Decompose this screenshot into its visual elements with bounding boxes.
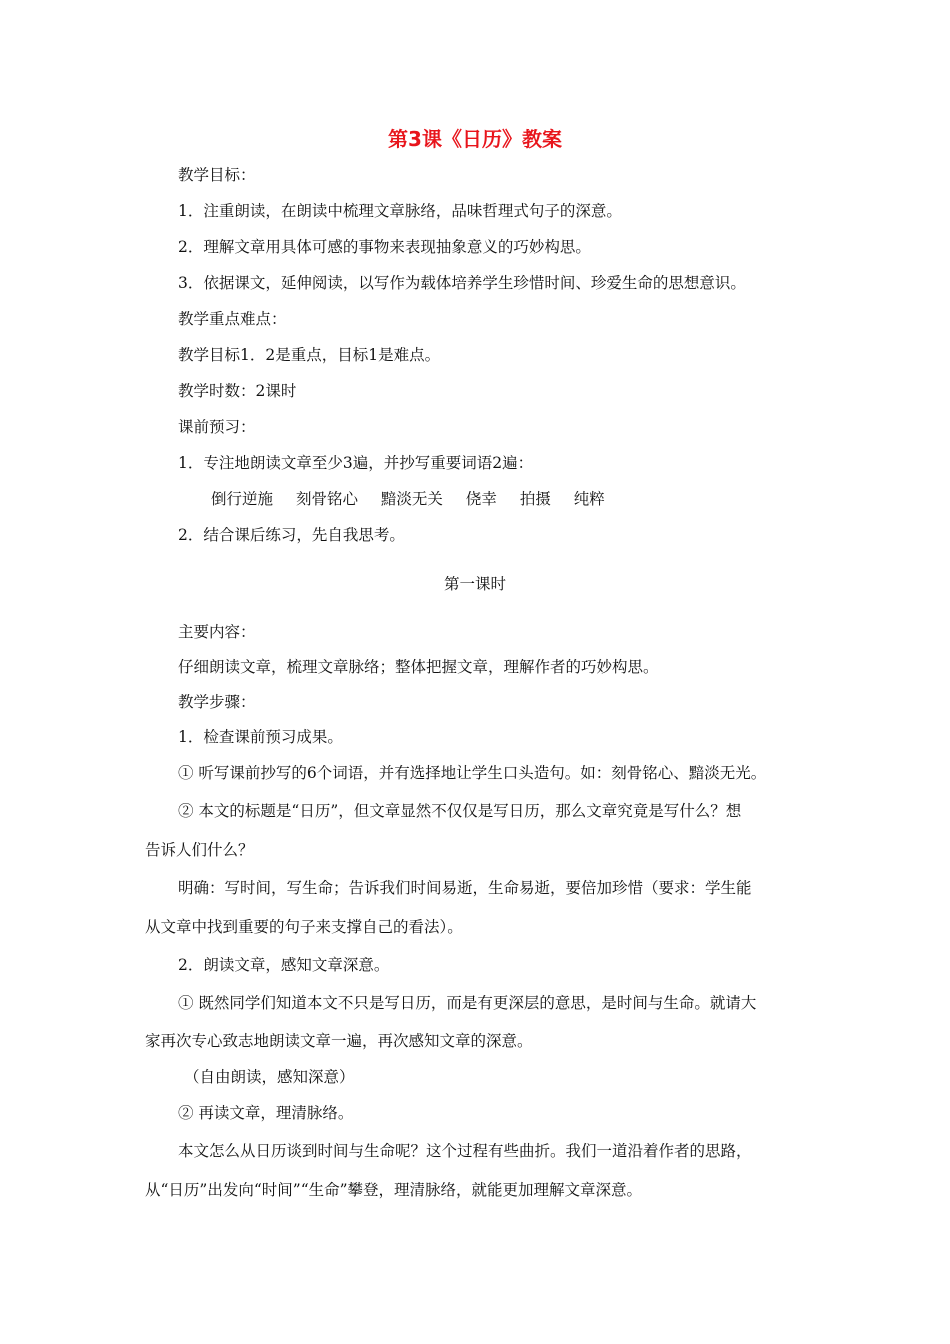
step-subitem-cont: 告诉人们什么？ <box>145 841 254 859</box>
hours-text: 教学时数：2课时 <box>178 382 297 400</box>
steps-heading: 教学步骤： <box>178 693 256 711</box>
vocab-word: 黯淡无关 <box>380 490 443 508</box>
preview-item: 2．结合课后练习，先自我思考。 <box>178 526 405 544</box>
main-content-heading: 主要内容： <box>178 623 256 641</box>
step-subitem-cont: 家再次专心致志地朗读文章一遍，再次感知文章的深意。 <box>145 1032 533 1050</box>
preview-heading: 课前预习： <box>178 418 256 436</box>
vocab-word: 倒行逆施 <box>211 490 274 508</box>
goal-item: 3．依据课文，延伸阅读，以写作为载体培养学生珍惜时间、珍爱生命的思想意识。 <box>178 274 746 292</box>
keypoints-heading: 教学重点难点： <box>178 310 287 328</box>
body-paragraph: 本文怎么从日历谈到时间与生命呢？这个过程有些曲折。我们一道沿着作者的思路， <box>178 1142 752 1160</box>
body-paragraph-cont: 从“日历”出发向“时间”“生命”攀登，理清脉络，就能更加理解文章深意。 <box>145 1181 643 1199</box>
clarify-text-cont: 从文章中找到重要的句子来支撑自己的看法）。 <box>145 918 463 936</box>
page-title: 第3课《日历》教案 <box>388 127 562 151</box>
step-note: （自由朗读，感知深意） <box>184 1068 355 1086</box>
step-subitem: ② 本文的标题是“日历”，但文章显然不仅仅是写日历，那么文章究竟是写什么？想 <box>178 802 742 820</box>
vocab-word: 纯粹 <box>573 490 605 508</box>
section-heading: 第一课时 <box>443 575 506 593</box>
goal-item: 2．理解文章用具体可感的事物来表现抽象意义的巧妙构思。 <box>178 238 591 256</box>
vocab-list <box>211 489 623 509</box>
step-subitem: ① 听写课前抄写的6个词语，并有选择地让学生口头造句。如：刻骨铭心、黯淡无光。 <box>178 764 767 782</box>
vocab-word: 拍摄 <box>519 490 551 508</box>
main-content-text: 仔细朗读文章，梳理文章脉络；整体把握文章，理解作者的巧妙构思。 <box>178 658 659 676</box>
vocab-word: 刻骨铭心 <box>295 490 358 508</box>
step-item: 1．检查课前预习成果。 <box>178 728 343 746</box>
goals-heading: 教学目标： <box>178 166 256 184</box>
step-subitem: ① 既然同学们知道本文不只是写日历，而是有更深层的意思，是时间与生命。就请大 <box>178 994 757 1012</box>
clarify-text: 明确：写时间，写生命；告诉我们时间易逝，生命易逝，要倍加珍惜（要求：学生能 <box>178 879 752 897</box>
preview-item: 1．专注地朗读文章至少3遍，并抄写重要词语2遍： <box>178 454 534 472</box>
vocab-word: 侥幸 <box>465 490 497 508</box>
step-item: 2．朗读文章，感知文章深意。 <box>178 956 390 974</box>
keypoints-text: 教学目标1．2是重点，目标1是难点。 <box>178 346 441 364</box>
step-subitem: ② 再读文章，理清脉络。 <box>178 1104 354 1122</box>
goal-item: 1．注重朗读，在朗读中梳理文章脉络，品味哲理式句子的深意。 <box>178 202 622 220</box>
